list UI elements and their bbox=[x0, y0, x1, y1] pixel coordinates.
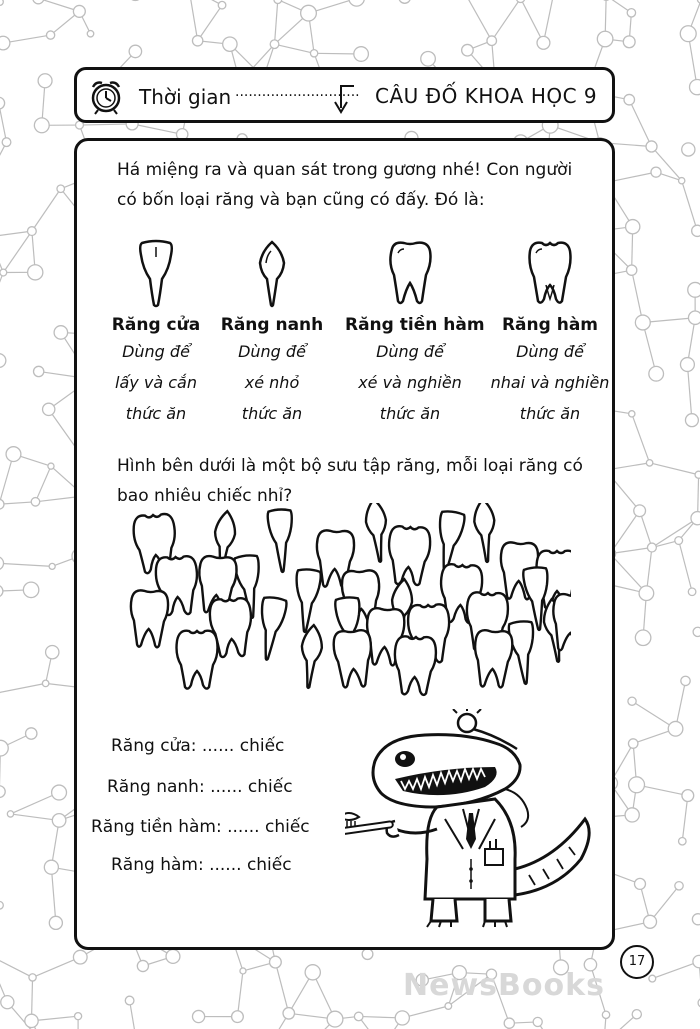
pattern-node bbox=[349, 0, 365, 6]
intro-text: Há miệng ra và quan sát trong gương nhé! Con người có bốn loại răng và bạn cũng có đấy. Đó là: bbox=[117, 160, 573, 210]
arrow-down-icon bbox=[329, 80, 359, 114]
pattern-node bbox=[693, 955, 700, 967]
dinosaur-dentist-illustration bbox=[345, 709, 605, 931]
time-label: Thời gian bbox=[139, 85, 232, 109]
answer-row-premolar bbox=[91, 817, 310, 837]
pattern-node bbox=[52, 785, 67, 800]
pattern-node bbox=[0, 557, 4, 570]
answer-row-molar bbox=[111, 855, 292, 875]
answer-label: Răng nanh: bbox=[107, 777, 205, 797]
pattern-node bbox=[270, 40, 279, 49]
tooth-type-desc-line: xé và nghiền bbox=[358, 373, 462, 392]
answer-blank[interactable]: ...... bbox=[209, 855, 242, 875]
answer-row-incisor bbox=[111, 736, 284, 756]
tooth-type-molar bbox=[485, 239, 615, 428]
pattern-node bbox=[626, 265, 636, 275]
pattern-node bbox=[679, 178, 685, 184]
pattern-node bbox=[675, 537, 683, 545]
pattern-node bbox=[681, 676, 690, 685]
tooth-type-name: Răng tiền hàm bbox=[345, 315, 485, 335]
watermark-logo: NewsBooks bbox=[403, 968, 605, 1003]
pattern-node bbox=[634, 878, 645, 889]
pattern-node bbox=[362, 949, 373, 960]
pattern-node bbox=[639, 586, 654, 601]
pattern-node bbox=[395, 1011, 409, 1025]
pattern-node bbox=[680, 358, 694, 372]
pattern-node bbox=[682, 790, 694, 802]
tooth-type-desc-line: Dùng để bbox=[238, 342, 306, 361]
canine-tooth-icon bbox=[298, 624, 323, 689]
pattern-node bbox=[646, 141, 657, 152]
answer-unit: chiếc bbox=[264, 817, 310, 837]
alarm-clock-icon bbox=[87, 77, 125, 115]
pattern-node bbox=[692, 225, 700, 236]
pattern-node bbox=[42, 680, 48, 686]
tooth-type-canine bbox=[207, 239, 337, 428]
pattern-node bbox=[7, 811, 13, 817]
pattern-node bbox=[305, 965, 320, 980]
pattern-node bbox=[0, 354, 6, 368]
pattern-node bbox=[0, 786, 5, 798]
pattern-node bbox=[125, 996, 134, 1005]
pattern-node bbox=[537, 36, 550, 49]
pattern-node bbox=[26, 728, 37, 739]
pattern-node bbox=[647, 543, 656, 552]
pattern-node bbox=[87, 30, 93, 36]
pattern-node bbox=[635, 315, 650, 330]
premolar-tooth-icon bbox=[333, 630, 373, 688]
pattern-node bbox=[682, 143, 695, 156]
incisor-icon bbox=[136, 239, 176, 309]
pattern-node bbox=[310, 50, 317, 57]
pattern-node bbox=[25, 1014, 38, 1027]
pattern-node bbox=[354, 1012, 363, 1021]
pattern-node bbox=[688, 282, 700, 297]
molar-icon bbox=[524, 239, 576, 309]
tooth-type-desc-line: Dùng để bbox=[516, 342, 584, 361]
pattern-node bbox=[75, 1013, 82, 1020]
pattern-node bbox=[46, 645, 59, 658]
pattern-node bbox=[232, 1011, 244, 1023]
pattern-node bbox=[274, 0, 282, 3]
tooth-type-desc-line: Dùng để bbox=[376, 342, 444, 361]
pattern-node bbox=[649, 366, 664, 381]
pattern-node bbox=[166, 949, 180, 963]
incisor-tooth-icon bbox=[255, 596, 287, 661]
incisor-tooth-icon bbox=[293, 569, 321, 633]
premolar-icon bbox=[384, 239, 436, 309]
pattern-node bbox=[624, 94, 635, 105]
pattern-node bbox=[692, 914, 700, 925]
pattern-node bbox=[49, 563, 55, 569]
answer-blank[interactable]: ...... bbox=[210, 777, 243, 797]
pattern-node bbox=[34, 118, 49, 133]
pattern-node bbox=[0, 499, 4, 509]
pattern-node bbox=[0, 0, 3, 5]
pattern-node bbox=[137, 960, 148, 971]
pattern-node bbox=[626, 220, 640, 234]
pattern-node bbox=[29, 974, 36, 981]
pattern-node bbox=[627, 9, 635, 17]
pattern-node bbox=[628, 739, 637, 748]
pattern-node bbox=[49, 916, 62, 929]
pattern-node bbox=[354, 47, 369, 62]
pattern-node bbox=[327, 1011, 343, 1027]
answer-label: Răng hàm: bbox=[111, 855, 204, 875]
pattern-node bbox=[46, 31, 54, 39]
answer-label: Răng cửa: bbox=[111, 736, 197, 756]
pattern-node bbox=[685, 414, 698, 427]
pattern-node bbox=[680, 26, 696, 42]
pattern-node bbox=[691, 512, 700, 525]
pattern-node bbox=[597, 31, 613, 47]
pattern-node bbox=[23, 582, 38, 597]
pattern-node bbox=[632, 1010, 641, 1019]
canine-tooth-icon bbox=[473, 503, 497, 563]
pattern-node bbox=[2, 138, 11, 147]
pattern-node bbox=[43, 403, 55, 415]
pattern-node bbox=[192, 1010, 204, 1022]
tooth-type-desc-line: thức ăn bbox=[379, 404, 441, 423]
pattern-node bbox=[28, 265, 43, 280]
tooth-type-name: Răng nanh bbox=[220, 315, 324, 335]
pattern-node bbox=[301, 5, 317, 21]
pattern-node bbox=[240, 968, 246, 974]
pattern-node bbox=[646, 460, 652, 466]
pattern-node bbox=[218, 1, 226, 9]
pattern-node bbox=[54, 326, 68, 340]
pattern-node bbox=[283, 1008, 295, 1020]
time-blank[interactable]: ............................ bbox=[235, 84, 360, 100]
answer-unit: chiếc bbox=[239, 736, 285, 756]
tooth-type-desc-line: nhai và nghiền bbox=[490, 373, 610, 392]
molar-tooth-icon bbox=[387, 526, 431, 586]
pattern-node bbox=[223, 37, 237, 51]
premolar-tooth-icon bbox=[473, 630, 513, 688]
molar-tooth-icon bbox=[393, 636, 436, 695]
page-number: 17 bbox=[620, 945, 654, 979]
tooth-type-name: Răng cửa bbox=[111, 315, 201, 335]
pattern-node bbox=[31, 498, 40, 507]
pattern-node bbox=[0, 901, 3, 909]
pattern-node bbox=[0, 740, 8, 756]
pattern-node bbox=[629, 411, 635, 417]
tooth-collection-illustration bbox=[121, 503, 571, 723]
question-text: Hình bên dưới là một bộ sưu tập răng, mỗi loại răng có bao nhiêu chiếc nhỉ? bbox=[117, 456, 583, 506]
incisor-tooth-icon bbox=[267, 509, 294, 573]
tooth-type-premolar bbox=[345, 239, 485, 428]
pattern-node bbox=[57, 185, 65, 193]
pattern-node bbox=[487, 36, 497, 46]
pattern-node bbox=[44, 860, 58, 874]
pattern-node bbox=[668, 721, 683, 736]
answer-label: Răng tiền hàm: bbox=[91, 817, 222, 837]
canine-icon bbox=[252, 239, 292, 309]
pattern-node bbox=[679, 837, 687, 845]
header-bar bbox=[74, 67, 615, 123]
pattern-node bbox=[688, 311, 700, 324]
pattern-node bbox=[623, 36, 635, 48]
pattern-node bbox=[651, 167, 661, 177]
pattern-node bbox=[693, 627, 700, 636]
pattern-node bbox=[6, 447, 21, 462]
pattern-node bbox=[675, 882, 683, 890]
pattern-node bbox=[628, 697, 636, 705]
pattern-node bbox=[0, 36, 10, 50]
premolar-tooth-icon bbox=[129, 590, 168, 648]
pattern-node bbox=[0, 269, 7, 276]
pattern-node bbox=[635, 630, 651, 646]
answer-blank[interactable]: ...... bbox=[201, 736, 235, 756]
pattern-node bbox=[649, 975, 656, 982]
pattern-node bbox=[399, 0, 411, 3]
pattern-node bbox=[0, 585, 3, 597]
tooth-type-desc-line: thức ăn bbox=[519, 404, 581, 423]
canine-tooth-icon bbox=[364, 503, 390, 563]
pattern-node bbox=[33, 0, 44, 4]
pattern-node bbox=[533, 1017, 542, 1026]
pattern-node bbox=[192, 36, 202, 46]
pattern-node bbox=[625, 808, 639, 822]
pattern-node bbox=[688, 588, 696, 596]
answer-unit: chiếc bbox=[246, 855, 292, 875]
tooth-type-desc-line: thức ăn bbox=[125, 404, 187, 423]
pattern-node bbox=[73, 950, 87, 964]
answer-unit: chiếc bbox=[247, 777, 293, 797]
pattern-node bbox=[129, 45, 141, 57]
pattern-node bbox=[516, 0, 524, 3]
pattern-node bbox=[602, 1011, 609, 1018]
pattern-node bbox=[73, 5, 85, 17]
incisor-tooth-icon bbox=[508, 621, 537, 685]
tooth-type-desc-line: lấy và cắn bbox=[115, 373, 197, 392]
pattern-node bbox=[445, 1003, 452, 1010]
pattern-node bbox=[695, 471, 700, 478]
pattern-node bbox=[421, 52, 436, 67]
tooth-type-incisor bbox=[91, 239, 221, 428]
pattern-node bbox=[52, 814, 66, 828]
answer-row-canine bbox=[107, 777, 293, 797]
pattern-node bbox=[34, 366, 44, 376]
answer-blank[interactable]: ...... bbox=[227, 817, 260, 837]
pattern-node bbox=[462, 44, 474, 56]
page-title: CÂU ĐỐ KHOA HỌC 9 bbox=[375, 84, 598, 108]
pattern-node bbox=[48, 463, 54, 469]
tooth-type-desc-line: thức ăn bbox=[241, 404, 303, 423]
molar-tooth-icon bbox=[177, 631, 218, 689]
content-panel bbox=[74, 138, 615, 950]
pattern-node bbox=[1, 996, 14, 1009]
pattern-node bbox=[27, 227, 36, 236]
pattern-node bbox=[629, 777, 645, 793]
pattern-node bbox=[38, 74, 52, 88]
pattern-node bbox=[270, 956, 282, 968]
pattern-node bbox=[504, 1018, 514, 1028]
tooth-type-name: Răng hàm bbox=[501, 315, 599, 335]
pattern-node bbox=[644, 915, 657, 928]
tooth-type-desc-line: xé nhỏ bbox=[244, 373, 300, 392]
pattern-node bbox=[0, 97, 5, 109]
pattern-node bbox=[634, 505, 646, 517]
tooth-type-desc-line: Dùng để bbox=[122, 342, 190, 361]
pattern-node bbox=[690, 79, 700, 94]
